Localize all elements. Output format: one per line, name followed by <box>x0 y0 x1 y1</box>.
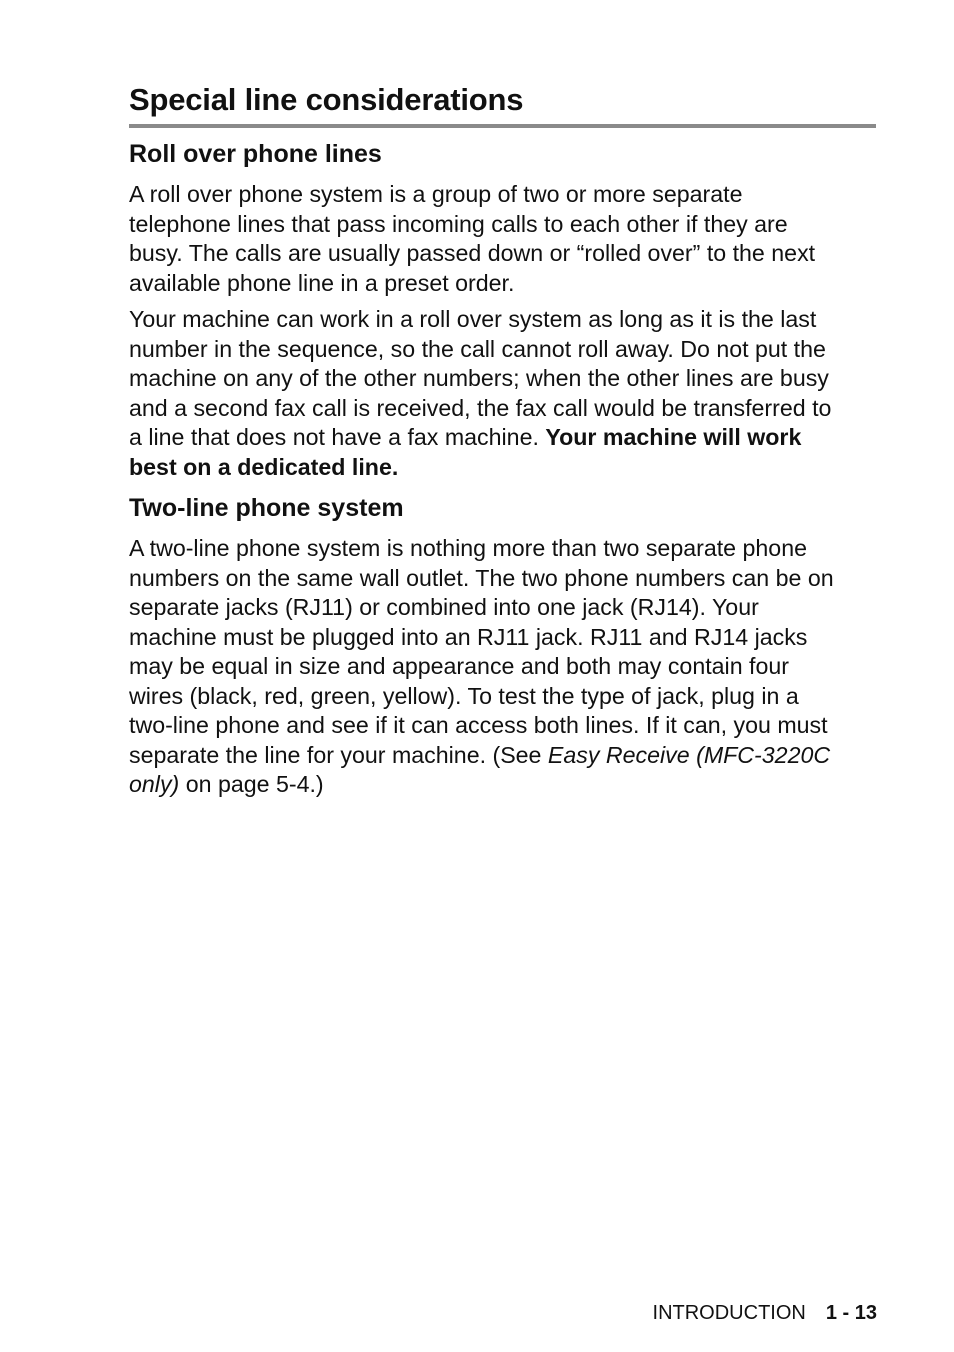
text-line: number in the sequence, so the call cannot roll away. Do not put the <box>129 335 826 362</box>
text-line: may be equal in size and appearance and both may contain four <box>129 653 789 679</box>
text-line: available phone line in a preset order. <box>129 269 515 296</box>
text-run: a line that does not have a fax machine. <box>129 424 546 450</box>
text-line <box>129 423 877 453</box>
text-line: busy. The calls are usually passed down or “rolled over” to the next <box>129 240 816 266</box>
text-line: A roll over phone system is a group of two or more separate <box>129 181 743 207</box>
text-line: machine on any of the other numbers; when the other lines are busy <box>129 365 829 391</box>
text-run: on page 5-4.) <box>179 771 324 797</box>
text-line: two-line phone and see if it can access both lines. If it can, you must <box>129 712 828 738</box>
text-line: machine must be plugged into an RJ11 jack. RJ11 and RJ14 jacks <box>129 623 808 650</box>
footer-page-number: 1 - 13 <box>825 1302 877 1324</box>
text-line: numbers on the same wall outlet. The two phone numbers can be on <box>129 564 834 591</box>
text-line: wires (black, red, green, yellow). To test the type of jack, plug in a <box>129 682 799 709</box>
page-footer <box>653 1301 877 1325</box>
text-run: separate the line for your machine. (See <box>129 741 548 768</box>
text-line: telephone lines that pass incoming calls to each other if they are <box>129 210 788 237</box>
cross-reference-link[interactable]: Easy Receive (MFC-3220C <box>547 741 831 768</box>
text-line: and a second fax call is received, the fax call would be transferred to <box>129 394 832 421</box>
section-heading: Two-line phone system <box>129 494 404 522</box>
text-line <box>129 770 877 800</box>
paragraph <box>129 180 877 298</box>
text-line <box>129 741 877 771</box>
text-line: separate jacks (RJ11) or combined into one jack (RJ14). Your <box>129 594 759 620</box>
text-line <box>129 453 877 483</box>
title-underline-rule <box>129 124 876 128</box>
paragraph <box>129 534 877 800</box>
page-title: Special line considerations <box>129 82 524 117</box>
paragraph <box>129 305 877 482</box>
section-two-line-phone-system <box>129 492 877 800</box>
cross-reference-link[interactable]: only) <box>129 771 180 797</box>
text-line: Your machine can work in a roll over system as long as it is the last <box>129 306 817 332</box>
bold-emphasis: best on a dedicated line. <box>129 453 399 480</box>
bold-emphasis: Your machine will work <box>545 424 802 450</box>
section-roll-over-phone-lines <box>129 138 877 482</box>
section-heading: Roll over phone lines <box>129 140 382 168</box>
text-line: A two-line phone system is nothing more than two separate phone <box>129 535 807 561</box>
footer-section-name: INTRODUCTION <box>652 1302 806 1324</box>
